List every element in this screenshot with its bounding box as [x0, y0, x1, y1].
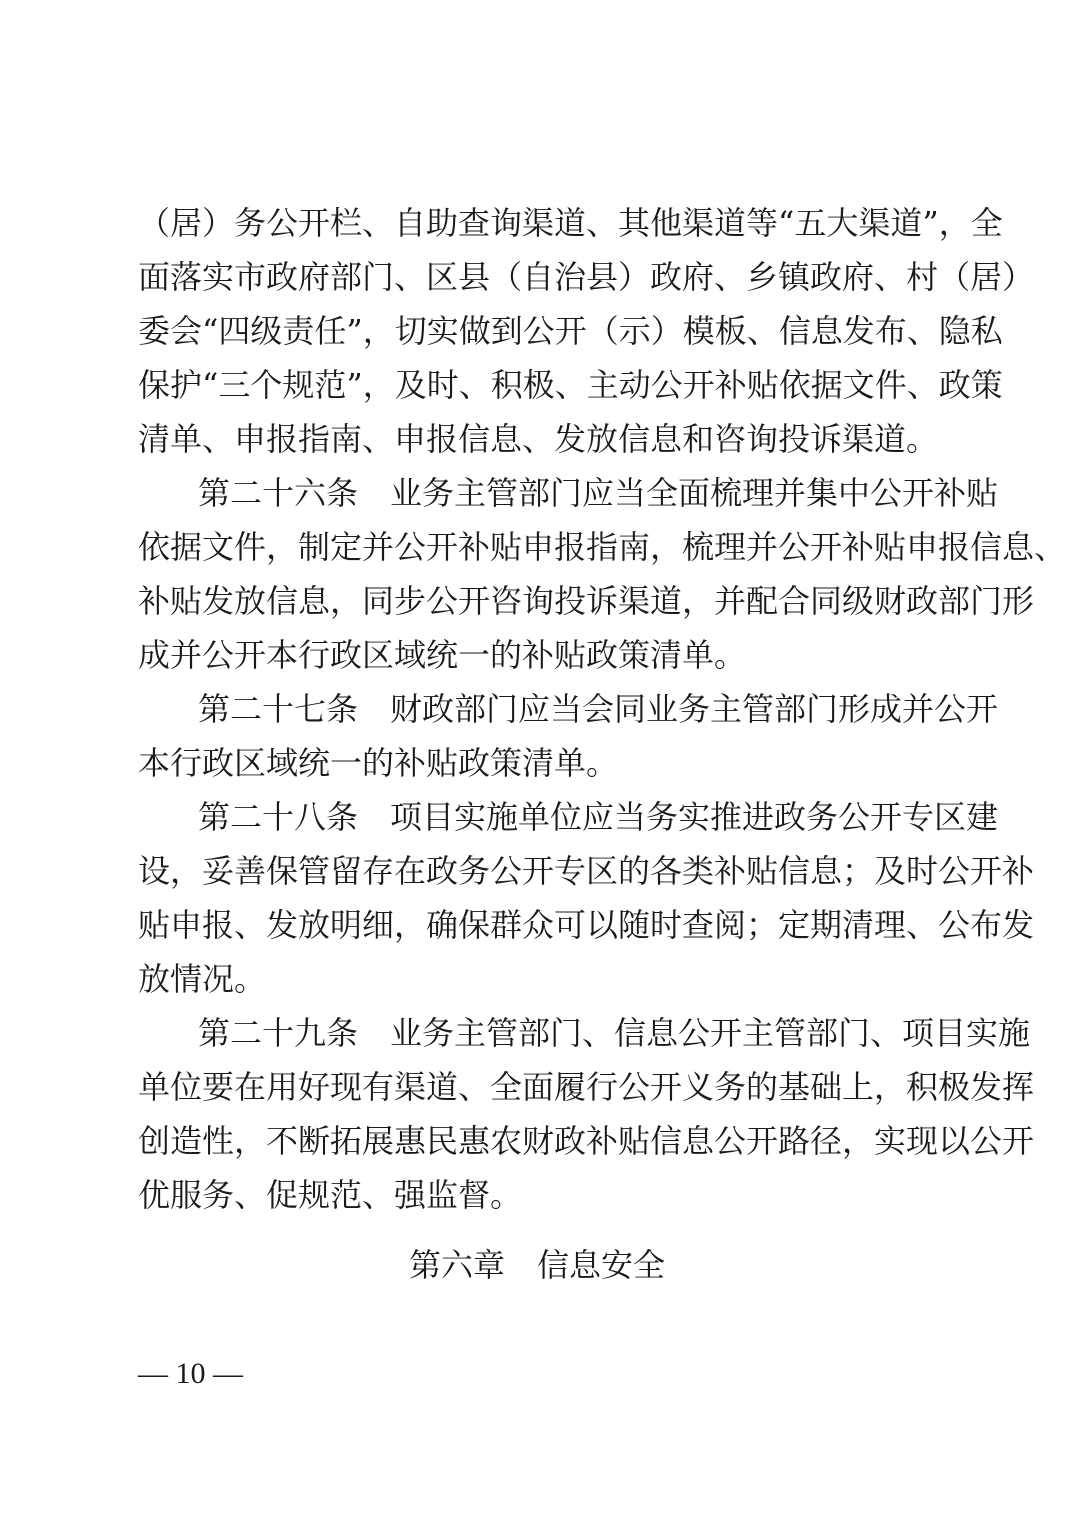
article-number: 第二十八条: [198, 798, 359, 836]
article-text: 业务主管部门应当全面梳理并集中公开补贴: [390, 474, 999, 512]
paragraph-line: 设，妥善保管留存在政务公开专区的各类补贴信息；及时公开补: [138, 852, 1035, 890]
paragraph-line: 贴申报、发放明细，确保群众可以随时查阅；定期清理、公布发: [138, 906, 1035, 944]
article-number: 第二十六条: [198, 474, 359, 512]
paragraph-line: 单位要在用好现有渠道、全面履行公开义务的基础上，积极发挥: [138, 1068, 1035, 1106]
paragraph-line: 创造性，不断拓展惠民惠农财政补贴信息公开路径，实现以公开: [138, 1122, 1035, 1160]
paragraph-line: 面落实市政府部门、区县（自治县）政府、乡镇政府、村（居）: [138, 258, 1035, 296]
article-28-first-line: [198, 797, 999, 837]
paragraph-line: 成并公开本行政区域统一的补贴政策清单。: [138, 636, 747, 674]
paragraph-line: 保护“三个规范”，及时、积极、主动公开补贴依据文件、政策: [138, 366, 1003, 404]
article-number: 第二十七条: [198, 690, 359, 728]
paragraph-line: （居）务公开栏、自助查询渠道、其他渠道等“五大渠道”，全: [138, 204, 1003, 242]
article-text: 业务主管部门、信息公开主管部门、项目实施: [390, 1014, 1031, 1052]
paragraph-line: 优服务、促规范、强监督。: [138, 1176, 523, 1214]
paragraph-line: 委会“四级责任”，切实做到公开（示）模板、信息发布、隐私: [138, 312, 1003, 350]
chapter-heading: [0, 1245, 1074, 1285]
chapter-title: 信息安全: [537, 1246, 666, 1284]
article-text: 财政部门应当会同业务主管部门形成并公开: [390, 690, 999, 728]
paragraph-line: 依据文件，制定并公开补贴申报指南，梳理并公开补贴申报信息、: [138, 528, 1067, 566]
article-26-first-line: [198, 473, 999, 513]
paragraph-line: 本行政区域统一的补贴政策清单。: [138, 744, 619, 782]
paragraph-line: 清单、申报指南、申报信息、发放信息和咨询投诉渠道。: [138, 420, 939, 458]
paragraph-line: 放情况。: [138, 960, 267, 998]
article-29-first-line: [198, 1013, 1031, 1053]
chapter-number: 第六章: [408, 1246, 505, 1284]
article-number: 第二十九条: [198, 1014, 359, 1052]
paragraph-line: 补贴发放信息，同步公开咨询投诉渠道，并配合同级财政部门形: [138, 582, 1035, 620]
article-27-first-line: [198, 689, 999, 729]
page-number: — 10 —: [138, 1357, 243, 1390]
article-text: 项目实施单位应当务实推进政务公开专区建: [390, 798, 999, 836]
